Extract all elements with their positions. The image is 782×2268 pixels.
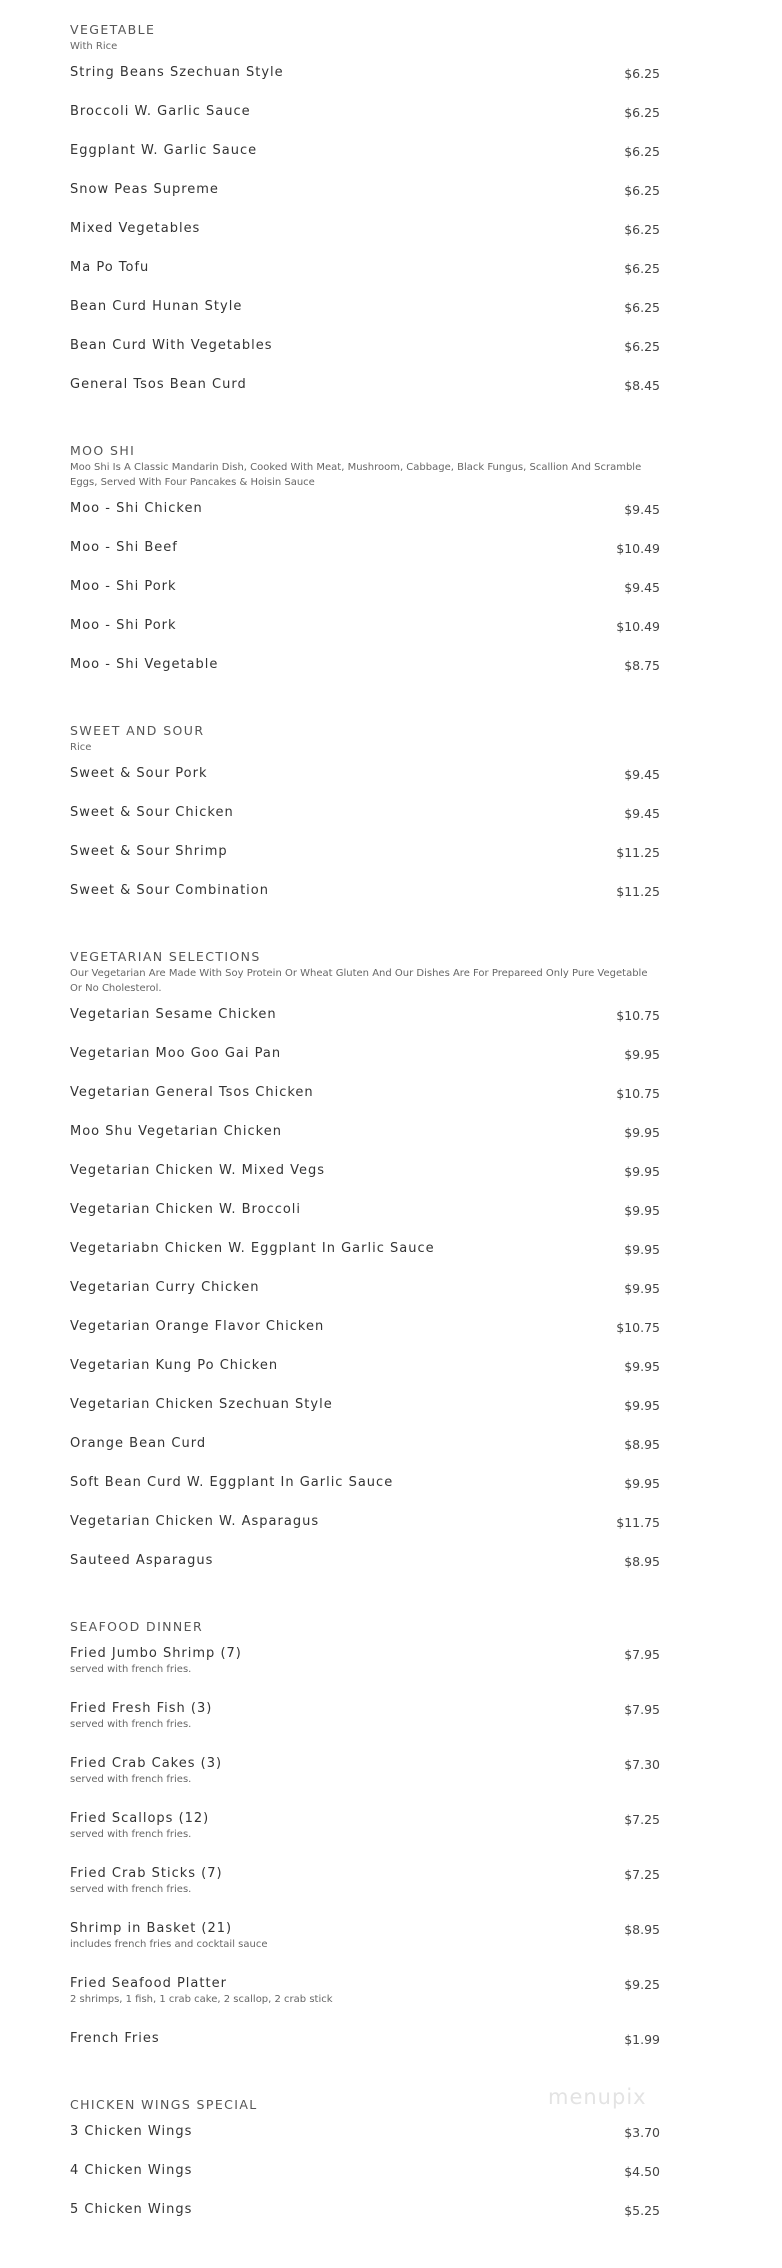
menu-item (70, 1975, 660, 2030)
item-price: $9.95 (624, 1164, 660, 1179)
menu-item (70, 1240, 660, 1279)
item-price: $9.45 (624, 767, 660, 782)
menu-item (70, 376, 660, 415)
item-name: 3 Chicken Wings (70, 2124, 193, 2139)
item-name: Eggplant W. Garlic Sauce (70, 143, 258, 158)
item-description: 2 shrimps, 1 fish, 1 crab cake, 2 scallop, 2 crab stick (70, 1994, 333, 2005)
item-list (70, 2123, 660, 2240)
section-description: Moo Shi Is A Classic Mandarin Dish, Cooked With Meat, Mushroom, Cabbage, Black Fungus, Scallion And Scramble Eggs, Served With Four Pancakes & Hoisin Sauce (70, 462, 642, 488)
menu-item (70, 220, 660, 259)
menu-item (70, 804, 660, 843)
item-description: includes french fries and cocktail sauce (70, 1939, 268, 1950)
section-title: VEGETARIAN SELECTIONS (70, 949, 261, 964)
menu-item (70, 1810, 660, 1865)
item-name: Fried Crab Sticks (7) (70, 1866, 223, 1881)
item-name: Vegetariabn Chicken W. Eggplant In Garlic Sauce (70, 1241, 435, 1256)
menu-item (70, 1357, 660, 1396)
item-name: Moo - Shi Pork (70, 579, 177, 594)
menu-item (70, 1920, 660, 1975)
item-description: served with french fries. (70, 1664, 192, 1675)
item-name: Moo - Shi Vegetable (70, 657, 219, 672)
item-price: $9.45 (624, 580, 660, 595)
menu-item (70, 337, 660, 376)
item-price: $6.25 (624, 261, 660, 276)
item-name: Sweet & Sour Pork (70, 766, 208, 781)
item-name: Fried Scallops (12) (70, 1811, 210, 1826)
section-description: Rice (70, 742, 92, 753)
menu-item (70, 64, 660, 103)
menu-item (70, 882, 660, 921)
item-list (70, 1645, 660, 2069)
item-name: Vegetarian Orange Flavor Chicken (70, 1319, 325, 1334)
item-price: $1.99 (624, 2032, 660, 2047)
item-description: served with french fries. (70, 1884, 192, 1895)
section-title: CHICKEN WINGS SPECIAL (70, 2097, 258, 2112)
menu (70, 22, 660, 2268)
item-price: $9.95 (624, 1476, 660, 1491)
item-description: served with french fries. (70, 1719, 192, 1730)
item-price: $6.25 (624, 66, 660, 81)
menu-item (70, 181, 660, 220)
item-price: $9.25 (624, 1977, 660, 1992)
section-title: SWEET AND SOUR (70, 723, 205, 738)
item-name: Moo - Shi Pork (70, 618, 177, 633)
menu-item (70, 843, 660, 882)
item-name: Fried Seafood Platter (70, 1976, 227, 1991)
item-price: $9.95 (624, 1242, 660, 1257)
item-name: Fried Fresh Fish (3) (70, 1701, 213, 1716)
item-name: Sauteed Asparagus (70, 1553, 214, 1568)
item-price: $8.45 (624, 378, 660, 393)
item-price: $4.50 (624, 2164, 660, 2179)
item-name: Shrimp in Basket (21) (70, 1921, 233, 1936)
menu-item (70, 617, 660, 656)
item-price: $10.75 (616, 1320, 660, 1335)
item-description: served with french fries. (70, 1829, 192, 1840)
item-price: $7.25 (624, 1812, 660, 1827)
item-name: Fried Crab Cakes (3) (70, 1756, 223, 1771)
item-name: Ma Po Tofu (70, 260, 150, 275)
item-price: $9.45 (624, 502, 660, 517)
item-name: Orange Bean Curd (70, 1436, 207, 1451)
menu-item (70, 1084, 660, 1123)
item-price: $5.25 (624, 2203, 660, 2218)
item-name: Fried Jumbo Shrimp (7) (70, 1646, 242, 1661)
item-list (70, 1006, 660, 1591)
item-price: $11.75 (616, 1515, 660, 1530)
item-name: Sweet & Sour Chicken (70, 805, 234, 820)
menu-item (70, 2162, 660, 2201)
menu-section (70, 1619, 660, 2069)
section-title: VEGETABLE (70, 22, 156, 37)
item-name: Bean Curd Hunan Style (70, 299, 243, 314)
menu-item (70, 298, 660, 337)
item-name: Vegetarian General Tsos Chicken (70, 1085, 314, 1100)
item-price: $9.95 (624, 1281, 660, 1296)
item-price: $10.75 (616, 1008, 660, 1023)
item-name: 5 Chicken Wings (70, 2202, 193, 2217)
item-price: $6.25 (624, 144, 660, 159)
menu-item (70, 142, 660, 181)
item-price: $6.25 (624, 339, 660, 354)
item-price: $3.70 (624, 2125, 660, 2140)
item-name: Soft Bean Curd W. Eggplant In Garlic Sauce (70, 1475, 394, 1490)
item-name: Moo - Shi Chicken (70, 501, 203, 516)
item-list (70, 765, 660, 921)
item-price: $9.95 (624, 1203, 660, 1218)
menu-item (70, 1755, 660, 1810)
item-description: served with french fries. (70, 1774, 192, 1785)
menu-item (70, 1006, 660, 1045)
menu-item (70, 2201, 660, 2240)
menu-item (70, 1552, 660, 1591)
watermark-logo: menupix (548, 2085, 647, 2109)
menu-item (70, 1700, 660, 1755)
menu-section (70, 2097, 660, 2240)
menu-section (70, 949, 660, 1591)
menu-item (70, 578, 660, 617)
item-price: $9.95 (624, 1398, 660, 1413)
item-price: $8.95 (624, 1922, 660, 1937)
menu-section (70, 22, 660, 415)
item-name: Vegetarian Kung Po Chicken (70, 1358, 279, 1373)
item-name: Sweet & Sour Shrimp (70, 844, 228, 859)
item-name: Mixed Vegetables (70, 221, 201, 236)
item-name: Snow Peas Supreme (70, 182, 219, 197)
menu-item (70, 2030, 660, 2069)
item-price: $9.45 (624, 806, 660, 821)
menu-item (70, 1201, 660, 1240)
item-price: $8.75 (624, 658, 660, 673)
section-title: SEAFOOD DINNER (70, 1619, 204, 1634)
menu-section (70, 723, 660, 921)
item-price: $10.49 (616, 541, 660, 556)
menu-item (70, 103, 660, 142)
item-name: String Beans Szechuan Style (70, 65, 284, 80)
item-name: Vegetarian Sesame Chicken (70, 1007, 277, 1022)
item-price: $9.95 (624, 1047, 660, 1062)
menu-item (70, 1474, 660, 1513)
item-name: Bean Curd With Vegetables (70, 338, 273, 353)
item-name: 4 Chicken Wings (70, 2163, 193, 2178)
item-list (70, 500, 660, 695)
item-price: $8.95 (624, 1554, 660, 1569)
item-price: $7.25 (624, 1867, 660, 1882)
menu-item (70, 2123, 660, 2162)
section-description: With Rice (70, 41, 118, 52)
item-name: Vegetarian Chicken W. Broccoli (70, 1202, 302, 1217)
menu-item (70, 765, 660, 804)
menu-item (70, 1645, 660, 1700)
item-name: Vegetarian Curry Chicken (70, 1280, 260, 1295)
section-description: Our Vegetarian Are Made With Soy Protein Or Wheat Gluten And Our Dishes Are For Prepareed Only Pure Vegetable Or No Cholesterol. (70, 968, 648, 994)
item-name: French Fries (70, 2031, 160, 2046)
item-price: $7.95 (624, 1647, 660, 1662)
menu-item (70, 1865, 660, 1920)
menu-item (70, 500, 660, 539)
item-price: $7.30 (624, 1757, 660, 1772)
item-price: $8.95 (624, 1437, 660, 1452)
item-price: $6.25 (624, 300, 660, 315)
menu-item (70, 1513, 660, 1552)
item-price: $10.49 (616, 619, 660, 634)
item-name: Moo Shu Vegetarian Chicken (70, 1124, 282, 1139)
menu-item (70, 1045, 660, 1084)
item-name: Broccoli W. Garlic Sauce (70, 104, 251, 119)
item-price: $9.95 (624, 1125, 660, 1140)
item-list (70, 64, 660, 415)
item-price: $6.25 (624, 105, 660, 120)
item-price: $9.95 (624, 1359, 660, 1374)
item-name: Vegetarian Moo Goo Gai Pan (70, 1046, 282, 1061)
item-name: Sweet & Sour Combination (70, 883, 269, 898)
item-price: $11.25 (616, 845, 660, 860)
menu-item (70, 656, 660, 695)
menu-item (70, 1396, 660, 1435)
item-price: $7.95 (624, 1702, 660, 1717)
menu-item (70, 1123, 660, 1162)
item-name: Moo - Shi Beef (70, 540, 178, 555)
item-price: $10.75 (616, 1086, 660, 1101)
item-price: $6.25 (624, 222, 660, 237)
menu-section (70, 443, 660, 695)
menu-item (70, 539, 660, 578)
item-name: General Tsos Bean Curd (70, 377, 247, 392)
item-name: Vegetarian Chicken W. Mixed Vegs (70, 1163, 326, 1178)
menu-item (70, 259, 660, 298)
item-price: $11.25 (616, 884, 660, 899)
menu-item (70, 1279, 660, 1318)
item-name: Vegetarian Chicken W. Asparagus (70, 1514, 320, 1529)
menu-item (70, 1162, 660, 1201)
item-name: Vegetarian Chicken Szechuan Style (70, 1397, 333, 1412)
menu-item (70, 1318, 660, 1357)
menu-item (70, 1435, 660, 1474)
section-title: MOO SHI (70, 443, 136, 458)
item-price: $6.25 (624, 183, 660, 198)
